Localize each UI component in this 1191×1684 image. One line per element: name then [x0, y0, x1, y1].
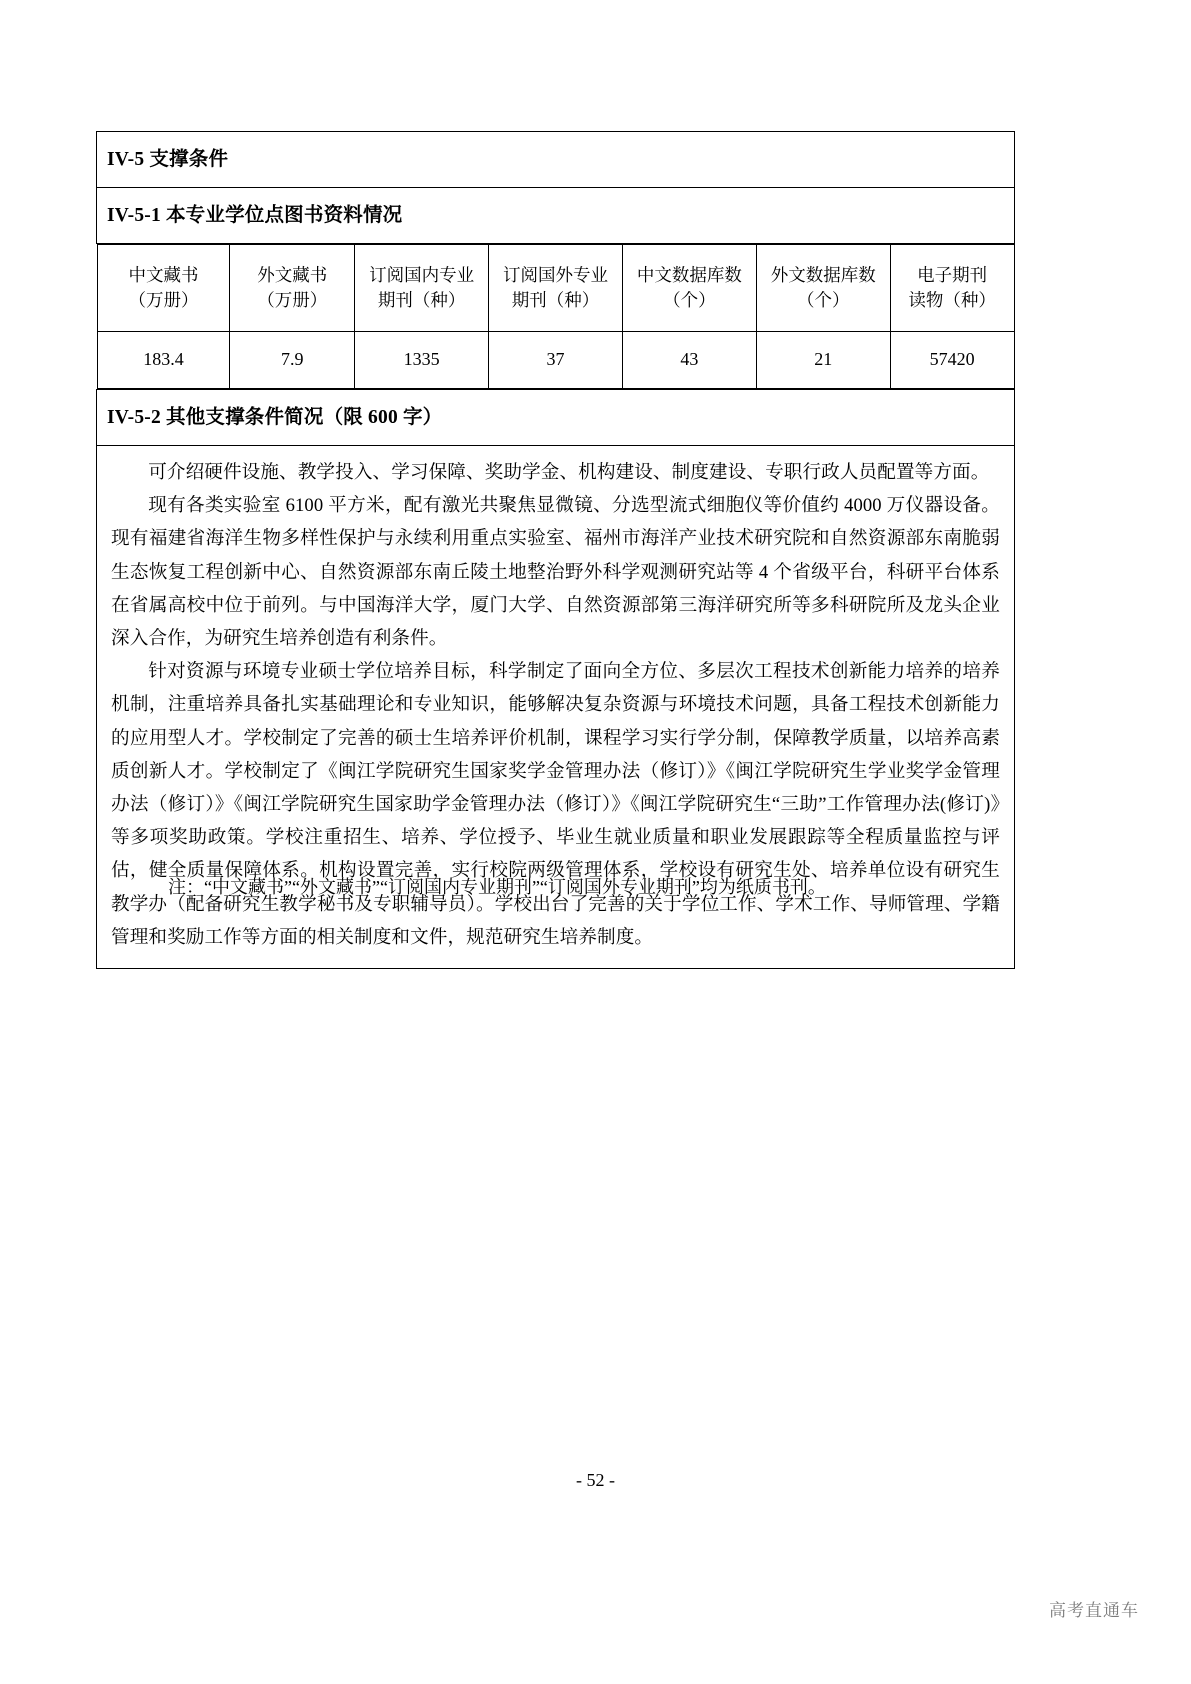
watermark-logo: 高考直通车: [1049, 1601, 1139, 1620]
paragraph-facilities: 现有各类实验室 6100 平方米，配有激光共聚焦显微镜、分选型流式细胞仪等价值约 4000 万仪器设备。现有福建省海洋生物多样性保护与永续利用重点实验室、福州市海洋产业技术研究院和自然资源部东南脆弱生态恢复工程创新中心、自然资源部东南丘陵土地整治野外科学观测研究站等 4 个省级平台，科研平台体系在省属高校中位于前列。与中国海洋大学，厦门大学、自然资源部第三海洋研究所等多科研院所及龙头企业深入合作，为研究生培养创造有利条件。: [111, 495, 1000, 650]
table-row: [97, 132, 1015, 188]
value-foreign-databases: 21: [756, 332, 890, 389]
library-value-row: [97, 332, 1014, 389]
support-conditions-table: [96, 131, 1015, 969]
value-electronic-journals: 57420: [890, 332, 1014, 389]
section-iv52-title: IV-5-2 其他支撑条件简况（限 600 字）: [107, 406, 443, 428]
column-header-electronic-journals: 电子期刊 读物（种）: [890, 245, 1014, 332]
section-iv51-cell: [97, 188, 1015, 244]
section-iv5-cell: [97, 132, 1015, 188]
column-header-foreign-journals: 订阅国外专业 期刊（种）: [489, 245, 623, 332]
section-iv52-cell: [97, 390, 1015, 446]
section-iv51-title: IV-5-1 本专业学位点图书资料情况: [107, 204, 403, 226]
table-row: [97, 188, 1015, 244]
table-row: [97, 390, 1015, 446]
library-header-row: [97, 245, 1014, 332]
library-data-grid: [97, 244, 1015, 389]
column-header-foreign-databases: 外文数据库数 （个）: [756, 245, 890, 332]
value-domestic-journals: 1335: [355, 332, 489, 389]
column-header-domestic-journals: 订阅国内专业 期刊（种）: [355, 245, 489, 332]
table-row: [97, 244, 1015, 390]
value-foreign-journals: 37: [489, 332, 623, 389]
paragraph-training-mechanism: 针对资源与环境专业硕士学位培养目标，科学制定了面向全方位、多层次工程技术创新能力培养的培养机制，注重培养具备扎实基础理论和专业知识，能够解决复杂资源与环境技术问题，具备工程技术创新能力的应用型人才。学校制定了完善的硕士生培养评价机制，课程学习实行学分制，保障教学质量，以培养高素质创新人才。学校制定了《闽江学院研究生国家奖学金管理办法（修订）》《闽江学院研究生学业奖学金管理办法（修订）》《闽江学院研究生国家助学金管理办法（修订）》《闽江学院研究生“三助”工作管理办法(修订)》等多项奖助政策。学校注重招生、培养、学位授予、毕业生就业质量和职业发展跟踪等全程质量监控与评估，健全质量保障体系。机构设置完善，实行校院两级管理体系，学校设有研究生处、培养单位设有研究生教学办（配备研究生教学秘书及专职辅导员）。学校出台了完善的关于学位工作、学术工作、导师管理、学籍管理和奖励工作等方面的相关制度和文件，规范研究生培养制度。: [111, 661, 1000, 948]
value-foreign-books: 7.9: [230, 332, 355, 389]
section-iv5-title: IV-5 支撑条件: [107, 148, 229, 170]
column-header-chinese-books: 中文藏书 （万册）: [97, 245, 230, 332]
table-note: 注：“中文藏书”“外文藏书”“订阅国内专业期刊”“订阅国外专业期刊”均为纸质书刊。: [168, 877, 826, 897]
value-chinese-databases: 43: [622, 332, 756, 389]
library-grid-host: [97, 244, 1015, 390]
paragraph-intro: 可介绍硬件设施、教学投入、学习保障、奖助学金、机构建设、制度建设、专职行政人员配置等方面。: [148, 462, 990, 483]
column-header-foreign-books: 外文藏书 （万册）: [230, 245, 355, 332]
column-header-chinese-databases: 中文数据库数 （个）: [622, 245, 756, 332]
page-number: - 52 -: [576, 1470, 615, 1490]
value-chinese-books: 183.4: [97, 332, 230, 389]
